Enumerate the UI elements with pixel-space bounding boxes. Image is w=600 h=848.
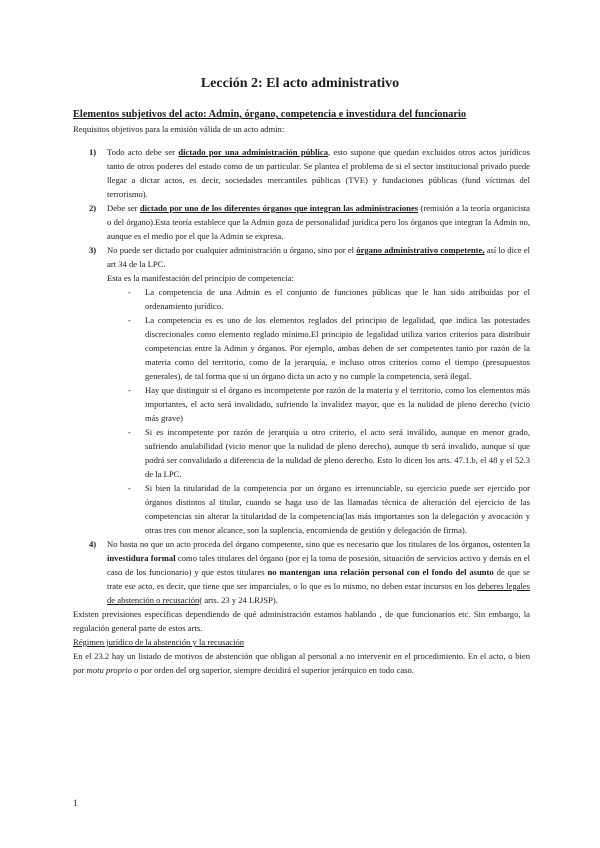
text-run: En el 23.2 hay un listado de motivos de abstención que obligan al personal a no intervenir en el procedimiento. En el acto, o bien por	[73, 651, 530, 675]
section-intro: Requisitos objetivos para la emisión válida de un acto admin:	[73, 124, 285, 134]
subsection-heading: Régimen jurídico de la abstención y la recusación	[73, 637, 245, 647]
italic-text: motu proprio	[86, 665, 132, 675]
document-title: Lección 2: El acto administrativo	[200, 76, 400, 91]
page-number: 1	[73, 798, 78, 808]
bullet-item: - La competencia de una Admin es el conjunto de funciones públicas que le han sido atribuidas por el ordenamiento jurídico.	[73, 285, 530, 313]
bullet-item: - Si bien la titularidad de la competencia por un órgano es irrenunciable, su ejercicio puede ser ejercido por órganos distintos al titular, cuando se haga uso de las llamadas técnica de alteración del ejercicio de las competencias sin alterar la titularidad de la competencia(las más importantes son la delegación y avocación y otras tres con menor alcance, son la suplencia, encomienda de gestión y delegación de firma).	[73, 481, 530, 537]
bullet-item: - La competencia es es uno de los elementos reglados del principio de legalidad, que indica las potestades discrecionales como elemento reglado mínimo.El principio de legalidad utiliza varios criterios para distribuir competencias entre la Admin y órganos. Por ejemplo, ambas deben de ser competentes tanto por razón de la materia como del territorio, como de la jerarquía, e incluso otros criterios como el tiempo (presupuestos generales), de tal forma que si un órgano dicta un acto y no cumple la competencia, será ilegal.	[73, 313, 530, 383]
section-heading: Elementos subjetivos del acto: Admin, órgano, competencia e investidura del funcionario	[73, 109, 467, 120]
list-item-2	[73, 201, 530, 243]
bullet-item: - Si es incompetente por razón de jerarquía u otro criterio, el acto será inválido, aunque en menor grado, sufriendo anulabilidad (vicio menor que la nulidad de pleno derecho), aunque tb será invalido, aunque sí que podrá ser convalidado a diferencia de la nulidad de pleno derecho. Esto lo dicen los arts. 47.1.b, el 48 y el 52.3 de la LPC.	[73, 425, 530, 481]
abstention-paragraph	[73, 649, 530, 677]
text-run: , esto supone que quedan excluidos otros actos jurídicos tanto de otros poderes del estado como de un particular. Se plantea el problema de si el sector institucional privado puede llegar a dictar actos, es decir, sociedades mercantiles públicas (TVE) y fundaciones públicas (fund víctimas del terrorismo).	[107, 147, 530, 199]
underlined-text: deberes legales de abstención o recusación	[107, 581, 530, 605]
text-run: como tales titulares del órgano (por ej la toma de posesión, situación de servicios activo y demás en el caso de los funcionario) y que estos titulares	[107, 553, 530, 577]
emphasis-text: no mantengan una relación personal con el fondo del asunto	[267, 567, 494, 577]
list-item-4	[73, 537, 530, 607]
emphasis-text: dictado por una administración pública	[178, 147, 329, 157]
closing-paragraph: Existen previsiones específicas dependiendo de qué administración estamos hablando , de que funcionarios etc. Sin embargo, la regulación general parte de estos arts.	[73, 609, 530, 633]
bullet-text: Si bien la titularidad de la competencia por un órgano es irrenunciable, su ejercicio puede ser ejercido por órganos distintos al titular, cuando se haga uso de las llamadas técnica de alteración del ejercicio de las competencias sin alterar la titularidad de la competencia(las más importantes son la delegación y avocación y otras tres con menor alcance, son la suplencia, encomienda de gestión y delegación de firma).	[145, 483, 530, 535]
list-number: 1)	[89, 147, 97, 157]
text-run: de que se trate ese acto, es decir, que tiene que ser imparciales, o lo que es lo mismo, no deben estar incursos en los	[107, 567, 530, 591]
document-body	[73, 108, 530, 677]
emphasis-text: investidura formal	[107, 553, 176, 563]
emphasis-text: dictado por uno de los diferentes órganos que integran las administraciones	[139, 203, 419, 213]
list-item-3	[73, 243, 530, 271]
emphasis-text: órgano administrativo competente,	[356, 245, 485, 255]
text-run: No puede ser dictado por cualquier administración u órgano, sino por el	[107, 245, 357, 255]
text-run: así lo dice el art 34 de la LPC.	[107, 245, 530, 269]
text-run: Todo acto debe ser	[107, 147, 179, 157]
text-run: o por orden del org superior, siempre decidirá el superior jerárquico en todo caso.	[131, 665, 414, 675]
list-item-1	[73, 145, 530, 201]
list-number: 2)	[89, 203, 97, 213]
text-run: Debe ser	[107, 203, 140, 213]
bullet-item: - Hay que distinguir si el órgano es incompetente por razón de la materia y el territorio, como los elementos más importantes, el acto será invalidado, sufriendo la invalidez mayor, que es la nulidad de pleno derecho (vicio más grave)	[73, 383, 530, 425]
bullet-text: La competencia de una Admin es el conjunto de funciones públicas que le han sido atribuidas por el ordenamiento jurídico.	[145, 287, 530, 311]
text-run: (remisión a la teoría organicista o del órgano).Esta teoría establece que la Admin goza de personalidad jurídica pero los órganos que integran la Admin no, aunque es el medio por el que la Admin se expresa.	[107, 203, 530, 241]
bullet-text: La competencia es es uno de los elementos reglados del principio de legalidad, que indica las potestades discrecionales como elemento reglado mínimo.El principio de legalidad utiliza varios criterios para distribuir competencias entre la Admin y órganos. Por ejemplo, ambas deben de ser competentes tanto por razón de la materia como del territorio, como de la jerarquía, e incluso otros criterios como el tiempo (presupuestos generales), de tal forma que si un órgano dicta un acto y no cumple la competencia, será ilegal.	[145, 315, 530, 381]
bullet-text: Si es incompetente por razón de jerarquía u otro criterio, el acto será inválido, aunque en menor grado, sufriendo anulabilidad (vicio menor que la nulidad de pleno derecho), aunque tb será invalido, aunque sí que podrá ser convalidado a diferencia de la nulidad de pleno derecho. Esto lo dicen los arts. 47.1.b, el 48 y el 52.3 de la LPC.	[145, 427, 530, 479]
text-run: ( arts. 23 y 24 LRJSP).	[199, 595, 278, 605]
list-number: 3)	[89, 245, 97, 255]
bullet-text: Hay que distinguir si el órgano es incompetente por razón de la materia y el territorio, como los elementos más importantes, el acto será invalidado, sufriendo la invalidez mayor, que es la nulidad de pleno derecho (vicio más grave)	[145, 385, 530, 423]
list-subheading: Esta es la manifestación del principio de competencia:	[107, 273, 294, 283]
list-number: 4)	[89, 539, 97, 549]
text-run: No basta no que un acto proceda del órgano competente, sino que es necesario que los titulares de los órganos, ostenten la	[107, 539, 530, 549]
